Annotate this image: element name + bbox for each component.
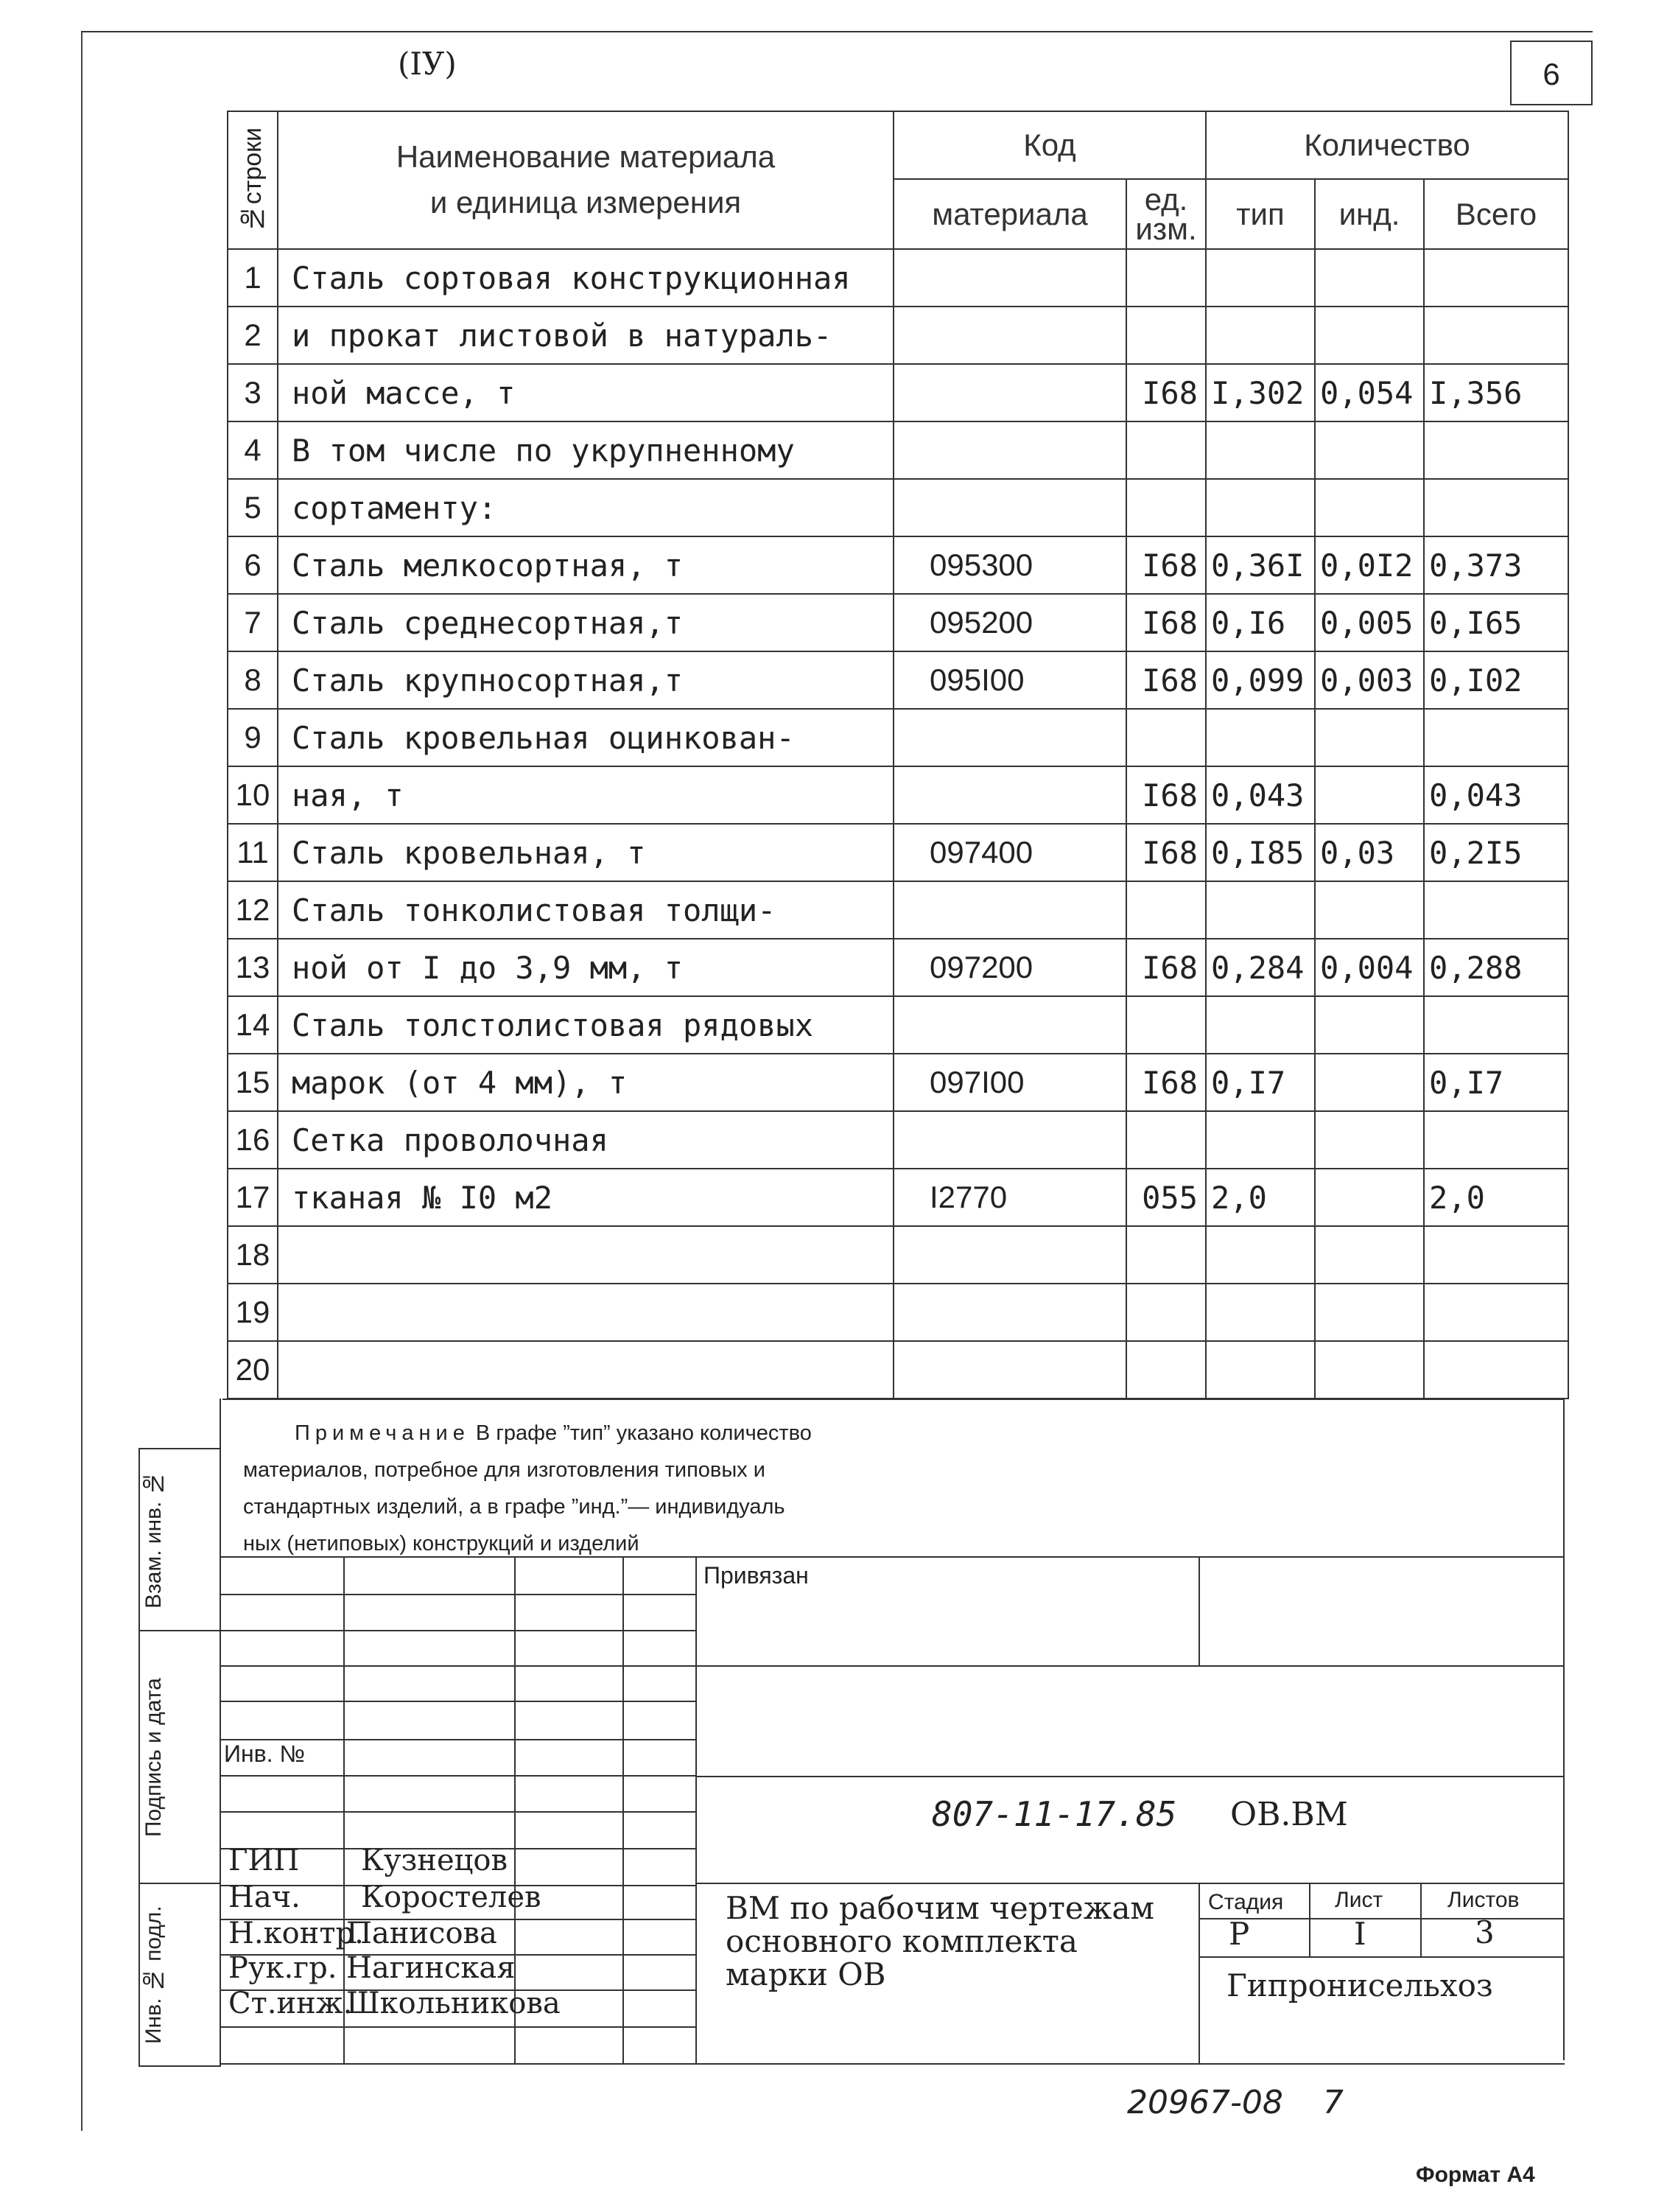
row-number: 12 bbox=[228, 881, 278, 939]
note-label: Примечание bbox=[295, 1421, 470, 1445]
row-qty-total: 2,0 bbox=[1424, 1169, 1568, 1226]
row-unit: I68 bbox=[1126, 1054, 1206, 1111]
row-number: 19 bbox=[228, 1284, 278, 1341]
row-qty-ind bbox=[1315, 1111, 1424, 1169]
row-qty-ind bbox=[1315, 249, 1424, 307]
header-name bbox=[278, 111, 894, 249]
row-qty-total: 0,043 bbox=[1424, 766, 1568, 824]
row-name: Сталь кровельная оцинкован- bbox=[278, 709, 894, 766]
row-code: 097200 bbox=[894, 939, 1126, 996]
row-number: 6 bbox=[228, 536, 278, 594]
row-unit: I68 bbox=[1126, 766, 1206, 824]
archive-number bbox=[1127, 2084, 1344, 2121]
note-line4: ных (нетиповых) конструкций и изделий bbox=[243, 1532, 639, 1555]
row-name: сортаменту: bbox=[278, 479, 894, 536]
row-unit bbox=[1126, 479, 1206, 536]
row-qty-total bbox=[1424, 307, 1568, 364]
row-unit: I68 bbox=[1126, 364, 1206, 421]
row-number: 9 bbox=[228, 709, 278, 766]
table-row bbox=[228, 651, 1568, 709]
row-qty-total: I,356 bbox=[1424, 364, 1568, 421]
section-number: (IУ) bbox=[398, 46, 457, 82]
row-qty-ind: 0,005 bbox=[1315, 594, 1424, 651]
row-qty-total bbox=[1424, 1284, 1568, 1341]
row-code bbox=[894, 1226, 1126, 1284]
side-label-inv: Инв. № подл. bbox=[141, 1905, 166, 2044]
signature-name: Панисова bbox=[346, 1917, 497, 1950]
row-qty-type bbox=[1206, 1226, 1315, 1284]
row-qty-ind: 0,03 bbox=[1315, 824, 1424, 881]
row-unit bbox=[1126, 1284, 1206, 1341]
table-row bbox=[228, 479, 1568, 536]
table-row bbox=[228, 1341, 1568, 1399]
table-row bbox=[228, 766, 1568, 824]
row-code bbox=[894, 1111, 1126, 1169]
sheet-number: 6 bbox=[1510, 41, 1593, 105]
side-label-vzam: Взам. инв. № bbox=[141, 1471, 166, 1609]
row-qty-ind bbox=[1315, 1226, 1424, 1284]
row-qty-type bbox=[1206, 1341, 1315, 1399]
table-row bbox=[228, 881, 1568, 939]
row-code bbox=[894, 996, 1126, 1054]
header-qty-ind: инд. bbox=[1315, 179, 1424, 249]
table-row bbox=[228, 249, 1568, 307]
row-qty-type bbox=[1206, 307, 1315, 364]
row-unit: I68 bbox=[1126, 594, 1206, 651]
row-qty-type: 0,284 bbox=[1206, 939, 1315, 996]
row-qty-type: I,302 bbox=[1206, 364, 1315, 421]
row-name: и прокат листовой в натураль- bbox=[278, 307, 894, 364]
header-qty-total: Всего bbox=[1424, 179, 1568, 249]
row-unit: I68 bbox=[1126, 651, 1206, 709]
row-code bbox=[894, 1284, 1126, 1341]
row-name bbox=[278, 1341, 894, 1399]
row-qty-type bbox=[1206, 479, 1315, 536]
table-row bbox=[228, 939, 1568, 996]
row-unit bbox=[1126, 249, 1206, 307]
row-qty-total bbox=[1424, 996, 1568, 1054]
row-number: 13 bbox=[228, 939, 278, 996]
signature-role: Ст.инж. bbox=[228, 1987, 353, 2020]
row-qty-total: 0,288 bbox=[1424, 939, 1568, 996]
row-qty-type bbox=[1206, 421, 1315, 479]
row-code bbox=[894, 766, 1126, 824]
row-name: Сталь толстолистовая рядовых bbox=[278, 996, 894, 1054]
sheets-label: Листов bbox=[1447, 1888, 1520, 1912]
row-code: I2770 bbox=[894, 1169, 1126, 1226]
row-qty-ind: 0,0I2 bbox=[1315, 536, 1424, 594]
row-qty-type: 2,0 bbox=[1206, 1169, 1315, 1226]
row-qty-total bbox=[1424, 249, 1568, 307]
row-name: Сталь кровельная, т bbox=[278, 824, 894, 881]
row-qty-total bbox=[1424, 1226, 1568, 1284]
privyazan-label: Привязан bbox=[703, 1562, 809, 1589]
table-row bbox=[228, 1169, 1568, 1226]
row-code bbox=[894, 364, 1126, 421]
signature-role: ГИП bbox=[228, 1844, 300, 1877]
table-row bbox=[228, 1111, 1568, 1169]
row-qty-total bbox=[1424, 421, 1568, 479]
signature-name: Кузнецов bbox=[361, 1844, 508, 1877]
signature-name: Нагинская bbox=[346, 1951, 516, 1985]
row-name: В том числе по укрупненному bbox=[278, 421, 894, 479]
row-qty-ind bbox=[1315, 881, 1424, 939]
row-qty-total: 0,I7 bbox=[1424, 1054, 1568, 1111]
row-qty-ind bbox=[1315, 479, 1424, 536]
row-code bbox=[894, 249, 1126, 307]
signature-role: Н.контр. bbox=[228, 1917, 364, 1950]
row-qty-type bbox=[1206, 1284, 1315, 1341]
row-qty-total bbox=[1424, 1111, 1568, 1169]
row-qty-type: 0,I7 bbox=[1206, 1054, 1315, 1111]
row-code: 097400 bbox=[894, 824, 1126, 881]
doc-title-line2: основного комплекта bbox=[726, 1923, 1078, 1959]
signature-role: Рук.гр. bbox=[228, 1951, 337, 1985]
row-code bbox=[894, 881, 1126, 939]
row-unit bbox=[1126, 881, 1206, 939]
row-unit bbox=[1126, 1341, 1206, 1399]
row-qty-ind bbox=[1315, 1341, 1424, 1399]
row-code bbox=[894, 479, 1126, 536]
table-row bbox=[228, 536, 1568, 594]
row-qty-total bbox=[1424, 709, 1568, 766]
row-qty-total bbox=[1424, 479, 1568, 536]
row-qty-type bbox=[1206, 881, 1315, 939]
row-name bbox=[278, 1226, 894, 1284]
table-row bbox=[228, 594, 1568, 651]
row-qty-total: 0,I02 bbox=[1424, 651, 1568, 709]
row-qty-total bbox=[1424, 881, 1568, 939]
row-qty-type: 0,I85 bbox=[1206, 824, 1315, 881]
row-qty-type: 0,099 bbox=[1206, 651, 1315, 709]
row-code: 095I00 bbox=[894, 651, 1126, 709]
note-line1: В графе ”тип” указано количество bbox=[475, 1421, 812, 1445]
row-name: Сталь тонколистовая толщи- bbox=[278, 881, 894, 939]
row-code: 095200 bbox=[894, 594, 1126, 651]
table-row bbox=[228, 996, 1568, 1054]
row-name: Сталь среднесортная,т bbox=[278, 594, 894, 651]
sheets-value: 3 bbox=[1475, 1914, 1495, 1950]
note bbox=[243, 1415, 812, 1562]
row-qty-type: 0,I6 bbox=[1206, 594, 1315, 651]
archive-page-value: 7 bbox=[1322, 2084, 1344, 2121]
header-code-unit bbox=[1126, 179, 1206, 249]
row-name: ной массе, т bbox=[278, 364, 894, 421]
row-number: 18 bbox=[228, 1226, 278, 1284]
side-label-podpis: Подпись и дата bbox=[141, 1678, 166, 1837]
note-line2: материалов, потребное для изготовления типовых и bbox=[243, 1458, 765, 1482]
row-name: Сетка проволочная bbox=[278, 1111, 894, 1169]
header-code-unit-line1: ед. bbox=[1144, 181, 1188, 217]
row-number: 15 bbox=[228, 1054, 278, 1111]
row-name: марок (от 4 мм), т bbox=[278, 1054, 894, 1111]
row-qty-total: 0,2I5 bbox=[1424, 824, 1568, 881]
header-row-no bbox=[228, 111, 278, 249]
row-code bbox=[894, 421, 1126, 479]
header-name-line2: и единица измерения bbox=[429, 185, 742, 220]
row-unit bbox=[1126, 1226, 1206, 1284]
materials-table bbox=[227, 111, 1569, 1399]
signature-name: Коростелев bbox=[361, 1880, 541, 1914]
row-code: 095300 bbox=[894, 536, 1126, 594]
header-code-material: материала bbox=[894, 179, 1126, 249]
row-number: 16 bbox=[228, 1111, 278, 1169]
signature-name: Школьникова bbox=[346, 1987, 561, 2020]
row-unit bbox=[1126, 421, 1206, 479]
row-qty-type: 0,36I bbox=[1206, 536, 1315, 594]
table-row bbox=[228, 709, 1568, 766]
row-name: тканая № I0 м2 bbox=[278, 1169, 894, 1226]
row-qty-total bbox=[1424, 1341, 1568, 1399]
row-name: ная, т bbox=[278, 766, 894, 824]
row-qty-total: 0,373 bbox=[1424, 536, 1568, 594]
row-number: 1 bbox=[228, 249, 278, 307]
format-label: Формат А4 bbox=[1416, 2163, 1535, 2187]
signature-role: Нач. bbox=[228, 1880, 301, 1914]
note-line3: стандартных изделий, а в графе ”инд.”— индивидуаль bbox=[243, 1495, 785, 1519]
inv-no-label: Инв. № bbox=[224, 1740, 305, 1767]
table-body bbox=[228, 249, 1568, 1399]
doc-mark: ОВ.ВМ bbox=[1230, 1796, 1348, 1833]
row-qty-type bbox=[1206, 709, 1315, 766]
header-name-line1: Наименование материала bbox=[396, 139, 776, 174]
organization: Гипронисельхоз bbox=[1226, 1967, 1493, 2003]
doc-code: 807-11-17.85 bbox=[932, 1794, 1177, 1834]
row-qty-type bbox=[1206, 996, 1315, 1054]
row-qty-type bbox=[1206, 1111, 1315, 1169]
row-name: ной от I до 3,9 мм, т bbox=[278, 939, 894, 996]
row-number: 8 bbox=[228, 651, 278, 709]
header-quantity: Количество bbox=[1206, 111, 1568, 179]
row-number: 14 bbox=[228, 996, 278, 1054]
top-border bbox=[81, 31, 1593, 32]
row-unit: I68 bbox=[1126, 824, 1206, 881]
row-unit: 055 bbox=[1126, 1169, 1206, 1226]
row-code bbox=[894, 709, 1126, 766]
row-qty-ind bbox=[1315, 307, 1424, 364]
row-unit bbox=[1126, 709, 1206, 766]
row-qty-ind bbox=[1315, 709, 1424, 766]
header-code-unit-line2: изм. bbox=[1135, 211, 1197, 246]
row-number: 4 bbox=[228, 421, 278, 479]
row-unit: I68 bbox=[1126, 536, 1206, 594]
row-qty-type bbox=[1206, 249, 1315, 307]
row-qty-ind bbox=[1315, 1054, 1424, 1111]
row-unit: I68 bbox=[1126, 939, 1206, 996]
row-unit bbox=[1126, 1111, 1206, 1169]
row-number: 5 bbox=[228, 479, 278, 536]
row-unit bbox=[1126, 996, 1206, 1054]
row-name bbox=[278, 1284, 894, 1341]
table-row bbox=[228, 824, 1568, 881]
row-name: Сталь сортовая конструкционная bbox=[278, 249, 894, 307]
row-number: 2 bbox=[228, 307, 278, 364]
row-number: 11 bbox=[228, 824, 278, 881]
row-qty-ind: 0,004 bbox=[1315, 939, 1424, 996]
row-number: 17 bbox=[228, 1169, 278, 1226]
row-name: Сталь мелкосортная, т bbox=[278, 536, 894, 594]
row-code bbox=[894, 1341, 1126, 1399]
row-qty-ind bbox=[1315, 1284, 1424, 1341]
archive-number-value: 20967-08 bbox=[1127, 2084, 1283, 2121]
row-number: 20 bbox=[228, 1341, 278, 1399]
doc-title-line3: марки ОВ bbox=[726, 1956, 886, 1992]
row-qty-ind bbox=[1315, 766, 1424, 824]
row-qty-ind: 0,054 bbox=[1315, 364, 1424, 421]
row-qty-ind bbox=[1315, 996, 1424, 1054]
row-code: 097I00 bbox=[894, 1054, 1126, 1111]
row-number: 10 bbox=[228, 766, 278, 824]
row-qty-total: 0,I65 bbox=[1424, 594, 1568, 651]
stage-label: Стадия bbox=[1208, 1890, 1284, 1914]
table-row bbox=[228, 1226, 1568, 1284]
doc-title-line1: ВМ по рабочим чертежам bbox=[726, 1890, 1155, 1926]
row-code bbox=[894, 307, 1126, 364]
row-name: Сталь крупносортная,т bbox=[278, 651, 894, 709]
sheet-value: I bbox=[1354, 1916, 1366, 1952]
header-qty-type: тип bbox=[1206, 179, 1315, 249]
sheet-label: Лист bbox=[1335, 1888, 1383, 1912]
row-qty-type: 0,043 bbox=[1206, 766, 1315, 824]
header-code: Код bbox=[894, 111, 1206, 179]
table-row bbox=[228, 421, 1568, 479]
stage-value: Р bbox=[1229, 1916, 1250, 1952]
row-qty-ind bbox=[1315, 421, 1424, 479]
table-row bbox=[228, 307, 1568, 364]
row-number: 7 bbox=[228, 594, 278, 651]
row-number: 3 bbox=[228, 364, 278, 421]
row-qty-ind: 0,003 bbox=[1315, 651, 1424, 709]
table-row bbox=[228, 364, 1568, 421]
table-row bbox=[228, 1284, 1568, 1341]
header-row-no-label: №строки bbox=[238, 127, 267, 233]
row-unit bbox=[1126, 307, 1206, 364]
table-row bbox=[228, 1054, 1568, 1111]
row-qty-ind bbox=[1315, 1169, 1424, 1226]
